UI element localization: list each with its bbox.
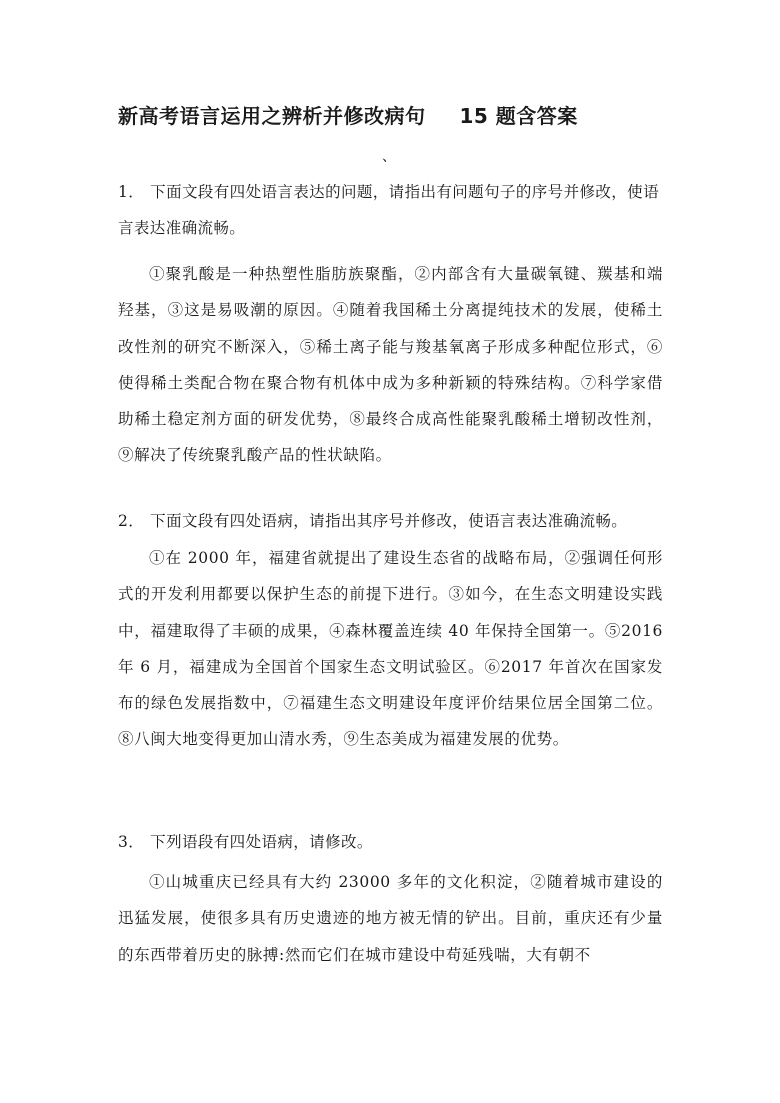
title-text: 新高考语言运用之辨析并修改病句: [118, 104, 426, 128]
question-text: 下面文段有四处语言表达的问题，请指出有问题句子的序号并修改，使语言表达准确流畅。: [118, 183, 659, 237]
question-2-passage: ①在 2000 年，福建省就提出了建设生态省的战略布局，②强调任何形式的开发利用都要以保护生态的前提下进行。③如今，在生态文明建设实践中，福建取得了丰硕的成果，④森林覆盖连续 40 年保持全国第一。⑤2016 年 6 月，福建成为全国首个国家生态文明试验区。⑥2017 年首次在国家发布的绿色发展指数中，⑦福建生态文明建设年度评价结果位居全国第二位。⑧八闽大地变得更加山清水秀，⑨生态美成为福建发展的优势。: [118, 549, 663, 749]
question-1-prompt: [118, 174, 663, 246]
question-3-passage: ①山城重庆已经具有大约 23000 多年的文化积淀，②随着城市建设的迅猛发展，使很多具有历史遗迹的地方被无情的铲出。目前，重庆还有少量的东西带着历史的脉搏:然而它们在城市建设中苟延残喘，大有朝不: [118, 873, 663, 964]
question-text: 下面文段有四处语病，请指出其序号并修改，使语言表达准确流畅。: [150, 512, 628, 530]
question-2-prompt: [118, 503, 663, 539]
question-text: 下列语段有四处语病，请修改。: [150, 833, 373, 851]
question-number: 2．: [118, 512, 145, 530]
question-3-prompt: [118, 824, 663, 860]
question-number: 3．: [118, 833, 145, 851]
page-title: [118, 98, 678, 134]
question-number: 1．: [118, 183, 145, 201]
stray-mark: 、: [382, 149, 396, 165]
title-count: 15 题含答案: [459, 104, 578, 128]
question-1-passage: ①聚乳酸是一种热塑性脂肪族聚酯，②内部含有大量碳氧键、羰基和端羟基，③这是易吸潮的原因。④随着我国稀土分离提纯技术的发展，使稀土改性剂的研究不断深入，⑤稀土离子能与羧基氧离子形成多种配位形式，⑥使得稀土类配合物在聚合物有机体中成为多种新颖的特殊结构。⑦科学家借助稀土稳定剂方面的研发优势，⑧最终合成高性能聚乳酸稀土增韧改性剂，⑨解决了传统聚乳酸产品的性状缺陷。: [118, 265, 663, 465]
